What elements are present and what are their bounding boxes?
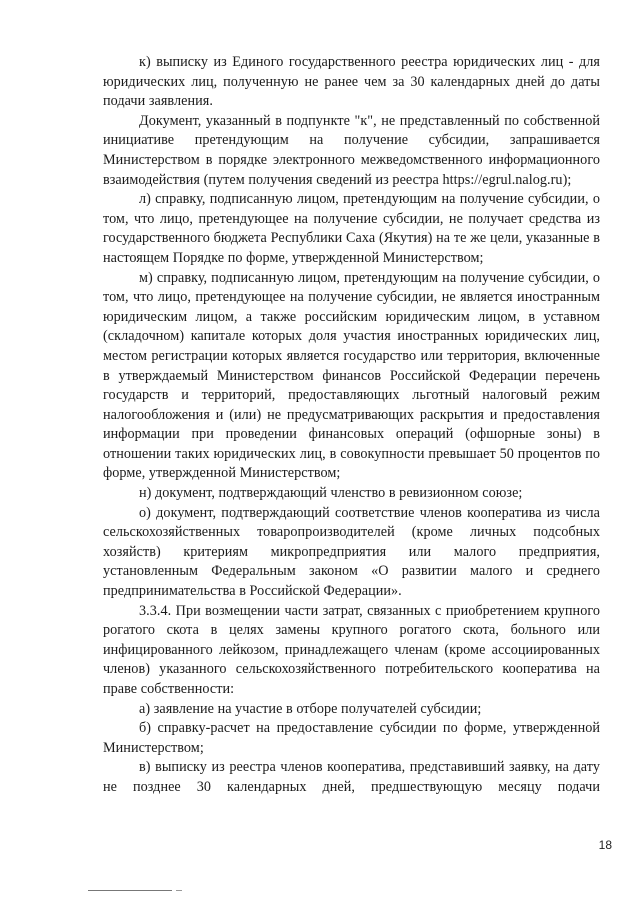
paragraph-members-register: в) выписку из реестра членов кооператива, представивший заявку, на дату не позднее 30 календарных дней, предшествующую месяцу подачи [103,759,600,795]
paragraph-document-request: Документ, указанный в подпункте "к", не представленный по собственной инициативе претендующим на получение субсидии, запрашивается Министерством в порядке электронного межведомственного информационного взаимодействия (путем получения сведений из реестра https://egrul.nalog.ru); [103,112,600,188]
paragraph-criteria-compliance: о) документ, подтверждающий соответствие членов кооператива из числа сельскохозяйственных товаропроизводителей (кроме личных подсобных хозяйств) критериям микропредприятия или малого предприятия, установленным Федеральным законом «О развитии малого и среднего предпринимательства в Российской Федерации». [103,504,600,600]
paragraph-audit-union: н) документ, подтверждающий членство в ревизионном союзе; [139,485,523,502]
paragraph-calculation: б) справку-расчет на предоставление субсидии по форме, утвержденной Министерством; [103,720,600,756]
paragraph-extract-egrul: к) выписку из Единого государственного реестра юридических лиц - для юридических лиц, полученную не ранее чем за 30 календарных дней до даты подачи заявления. [103,54,600,110]
page-number: 18 [598,838,612,852]
document-body [103,53,600,798]
paragraph-section-3-3-4: 3.3.4. При возмещении части затрат, связанных с приобретением крупного рогатого скота в целях замены крупного рогатого скота, больного или инфицированного лейкозом, принадлежащего членам (кроме ассоциированных членов) указанного сельскохозяйственного потребительского кооператива на праве собственности: [103,602,600,697]
paragraph-foreign-entity-certificate: м) справку, подписанную лицом, претендующим на получение субсидии, о том, что лицо, претендующее на получение субсидии, не является иностранным юридическим лицом, а также российским юридическим лицом, в уставном (складочном) капитале которых доля участия иностранных юридических лиц, местом регистрации которых является государство или территория, включенные в утверждаемый Министерством финансов Российской Федерации перечень государств и территорий, предоставляющих льготный налоговый режим налогообложения и (или) не предусматривающих раскрытия и предоставления информации при проведении финансовых операций (офшорные зоны) в отношении таких юридических лиц, в совокупности превышает 50 процентов по форме, утвержденной Министерством; [103,269,600,482]
footer-rule [88,890,172,891]
paragraph-budget-certificate: л) справку, подписанную лицом, претендующим на получение субсидии, о том, что лицо, претендующее на получение субсидии, не получает средства из государственного бюджета Республики Саха (Якутия) на те же цели, указанные в настоящем Порядке по форме, утвержденной Министерством; [103,191,600,266]
paragraph-application: а) заявление на участие в отборе получателей субсидии; [139,700,482,717]
footer-rule-mark [176,890,182,891]
